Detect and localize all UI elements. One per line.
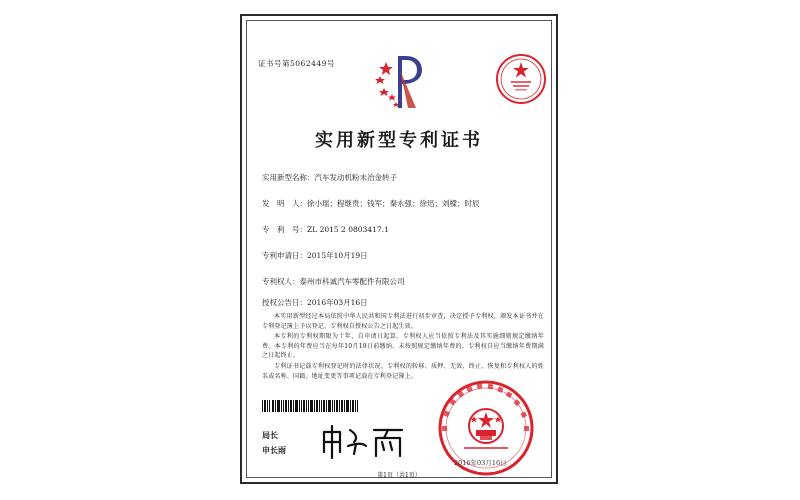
utility-model-name-row [262,172,397,183]
patentee-value: 泰州市科诚汽车零配件有限公司 [299,277,405,286]
patent-number-label: 专 利 号： [262,225,307,234]
name-value: 汽车发动机粉末冶金转子 [314,173,397,182]
director-title: 局长 [262,430,278,440]
inventor-value: 徐小瑶；程继贵；钱军；秦永强；徐迅；刘樑；时辰 [307,199,480,208]
seal-date: 2016年03月16日 [454,459,507,467]
certificate-body [262,312,544,382]
barcode-icon [262,400,358,412]
patent-number-row [262,224,389,235]
inventor-row [262,198,480,209]
body-paragraph: 本实用新型经过本局依照中华人民共和国专利法进行初步审查，决定授予专利权，颁发本证书并在专利登记簿上予以登记。专利权自授权公告之日起生效。 [262,313,544,330]
certificate-page [240,14,558,484]
filing-date-label: 专利申请日： [262,251,307,260]
certificate-number: 证书号第5062449号 [258,59,335,68]
name-label: 实用新型名称： [262,173,315,182]
body-paragraph: 专利证书记载专利权登记时的法律状况。专利权的转移、质押、无效、终止、恢复和专利权人的姓名或名称、国籍、地址变更等事项记载在专利登记簿上。 [262,362,544,380]
body-paragraph: 本专利的专利权期限为十年，自申请日起算。专利权人应当依照专利法及其实施细则规定缴纳年费。本专利的年费应当在每年10月19日前缴纳。未按照规定缴纳年费的，专利权自应当缴纳年费期满之日起终止。 [262,333,544,360]
inventor-label: 发 明 人： [262,199,307,208]
page-number: 第1页（共1页） [377,472,421,479]
patentee-label: 专利权人： [262,277,300,286]
grant-date-row [262,297,368,308]
patent-office-logo-icon [372,50,428,112]
grant-date-value: 2016年03月16日 [307,298,368,307]
red-seal-icon [494,52,548,106]
filing-date-row [262,250,368,261]
signature-icon [318,420,408,460]
director-name: 申长雨 [262,445,286,455]
certificate-title: 实用新型专利证书 [315,130,483,151]
patentee-row [262,276,405,287]
grant-date-label: 授权公告日： [262,298,307,307]
patent-number-value: ZL 2015 2 0803417.1 [307,225,389,234]
filing-date-value: 2015年10月19日 [307,251,368,260]
